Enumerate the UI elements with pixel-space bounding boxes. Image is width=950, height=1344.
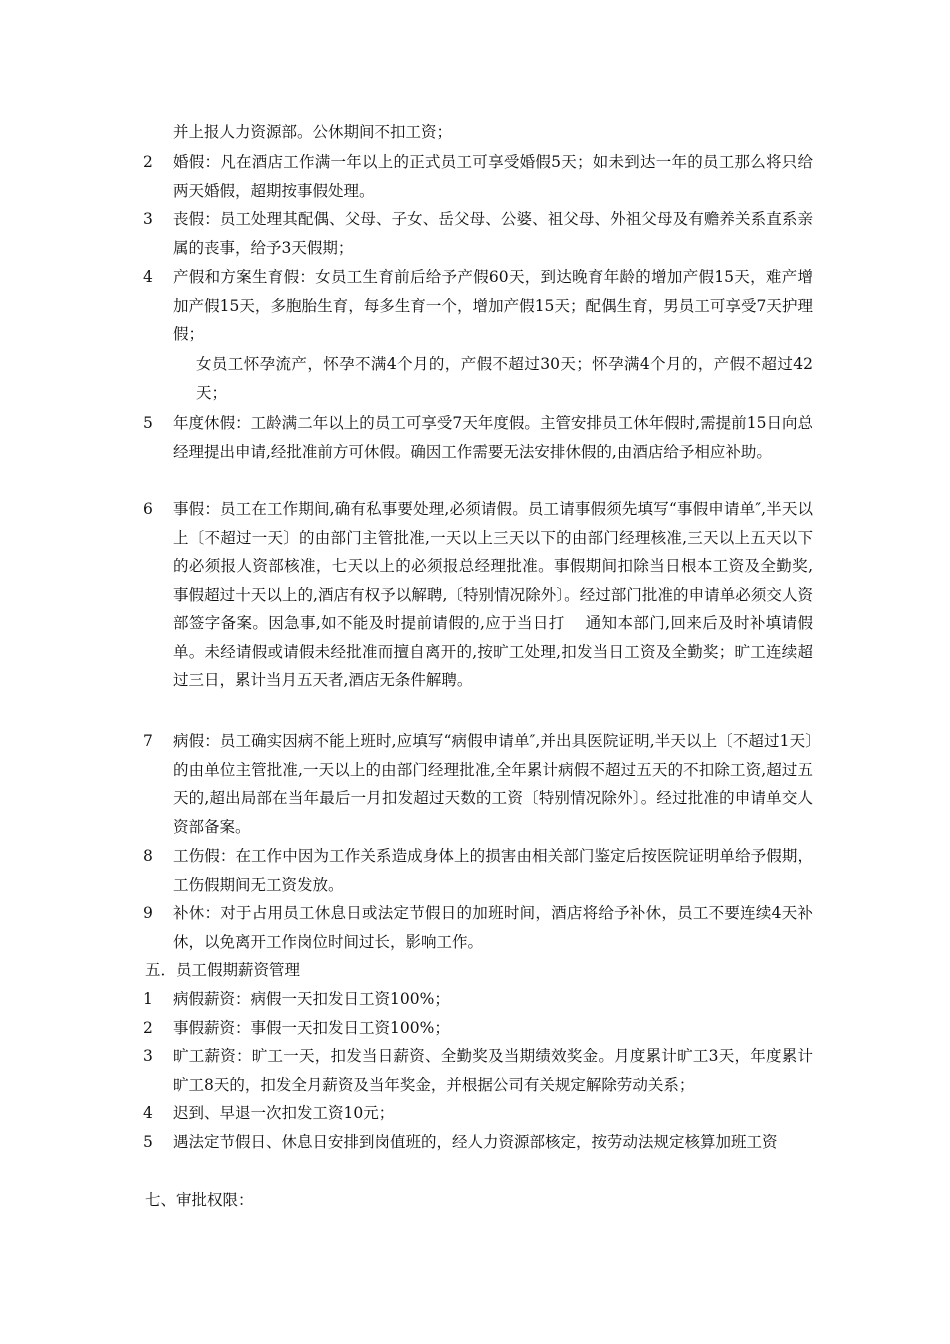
leave-item-number: 3 [143, 210, 153, 228]
leave-item-number: 8 [143, 847, 153, 865]
leave-item-compensatory: 补休：对于占用员工休息日或法定节假日的加班时间，酒店将给予补休，员工不要连续4天补休，以免离开工作岗位时间过长，影响工作。 [173, 904, 813, 951]
pay-item-late: 迟到、早退一次扣发工资10元； [173, 1104, 395, 1122]
leave-item-number: 7 [143, 732, 153, 750]
pay-item-number: 1 [143, 990, 153, 1008]
pay-item-absence: 旷工薪资：旷工一天，扣发当日薪资、全勤奖及当期绩效奖金。月度累计旷工3天，年度累计旷工8天的，扣发全月薪资及当年奖金，并根据公司有关规定解除劳动关系； [173, 1047, 813, 1094]
pay-item-holiday-duty: 遇法定节假日、休息日安排到岗值班的，经人力资源部核定，按劳动法规定核算加班工资 [173, 1133, 778, 1151]
leave-item-annual: 年度休假：工龄满二年以上的员工可享受7天年度假。主管安排员工休年假时,需提前15日向总经理提出申请,经批准前方可休假。确因工作需要无法安排休假的,由酒店给予相应补助。 [173, 414, 813, 461]
section-seven-title: 七、审批权限： [145, 1191, 254, 1209]
leave-item-personal: 事假：员工在工作期间,确有私事要处理,必须请假。员工请事假须先填写“事假申请单″,半天以上〔不超过一天〕的由部门主管批准,一天以上三天以下的由部门经理核准,三天以上五天以下的必须报人资部核准，七天以上的必须报总经理批准。事假期间扣除当日根本工资及全勤奖,事假超过十天以上的,酒店有权予以解聘,〔特别情况除外〕。经过部门批准的申请单必须交人资部签字备案。因急事,如不能及时提前请假的,应于当日打 通知本部门,回来后及时补填请假单。未经请假或请假未经批准而擅自离开的,按旷工处理,扣发当日工资及全勤奖；旷工连续超过三日，累计当月五天者,酒店无条件解聘。 [173, 500, 813, 689]
leave-item-number: 2 [143, 153, 153, 171]
pay-item-number: 3 [143, 1047, 153, 1065]
section-five-title: 五．员工假期薪资管理 [145, 961, 301, 979]
leave-item-number: 9 [143, 904, 153, 922]
leave-item-injury: 工伤假：在工作中因为工作关系造成身体上的损害由相关部门鉴定后按医院证明单给予假期，工伤假期间无工资发放。 [173, 847, 813, 894]
leave-item-number: 5 [143, 414, 153, 432]
intro-continuation: 并上报人力资源部。公休期间不扣工资； [173, 123, 453, 141]
leave-item-sick: 病假：员工确实因病不能上班时,应填写“病假申请单″,并出具医院证明,半天以上〔不超过1天〕的由单位主管批准,一天以上的由部门经理批准,全年累计病假不超过五天的不扣除工资,超过五天的,超出局部在当年最后一月扣发超过天数的工资〔特别情况除外〕。经过批准的申请单交人资部备案。 [173, 732, 814, 836]
leave-item-marriage: 婚假：凡在酒店工作满一年以上的正式员工可享受婚假5天；如未到达一年的员工那么将只给两天婚假，超期按事假处理。 [173, 153, 813, 200]
pay-item-number: 4 [143, 1104, 153, 1122]
leave-item-number: 6 [143, 500, 153, 518]
pay-item-number: 2 [143, 1019, 153, 1037]
leave-item-maternity: 产假和方案生育假：女员工生育前后给予产假60天，到达晚育年龄的增加产假15天，难产增加产假15天，多胞胎生育，每多生育一个，增加产假15天；配偶生育，男员工可享受7天护理假； [173, 268, 813, 343]
leave-item-number: 4 [143, 268, 153, 286]
pay-item-number: 5 [143, 1133, 153, 1151]
pay-item-personal: 事假薪资：事假一天扣发日工资100%； [173, 1019, 450, 1037]
leave-item-miscarriage: 女员工怀孕流产，怀孕不满4个月的，产假不超过30天；怀孕满4个月的，产假不超过42天； [196, 355, 813, 402]
pay-item-sick: 病假薪资：病假一天扣发日工资100%； [173, 990, 450, 1008]
leave-item-bereavement: 丧假：员工处理其配偶、父母、子女、岳父母、公婆、祖父母、外祖父母及有赡养关系直系亲属的丧事，给予3天假期； [173, 210, 813, 257]
